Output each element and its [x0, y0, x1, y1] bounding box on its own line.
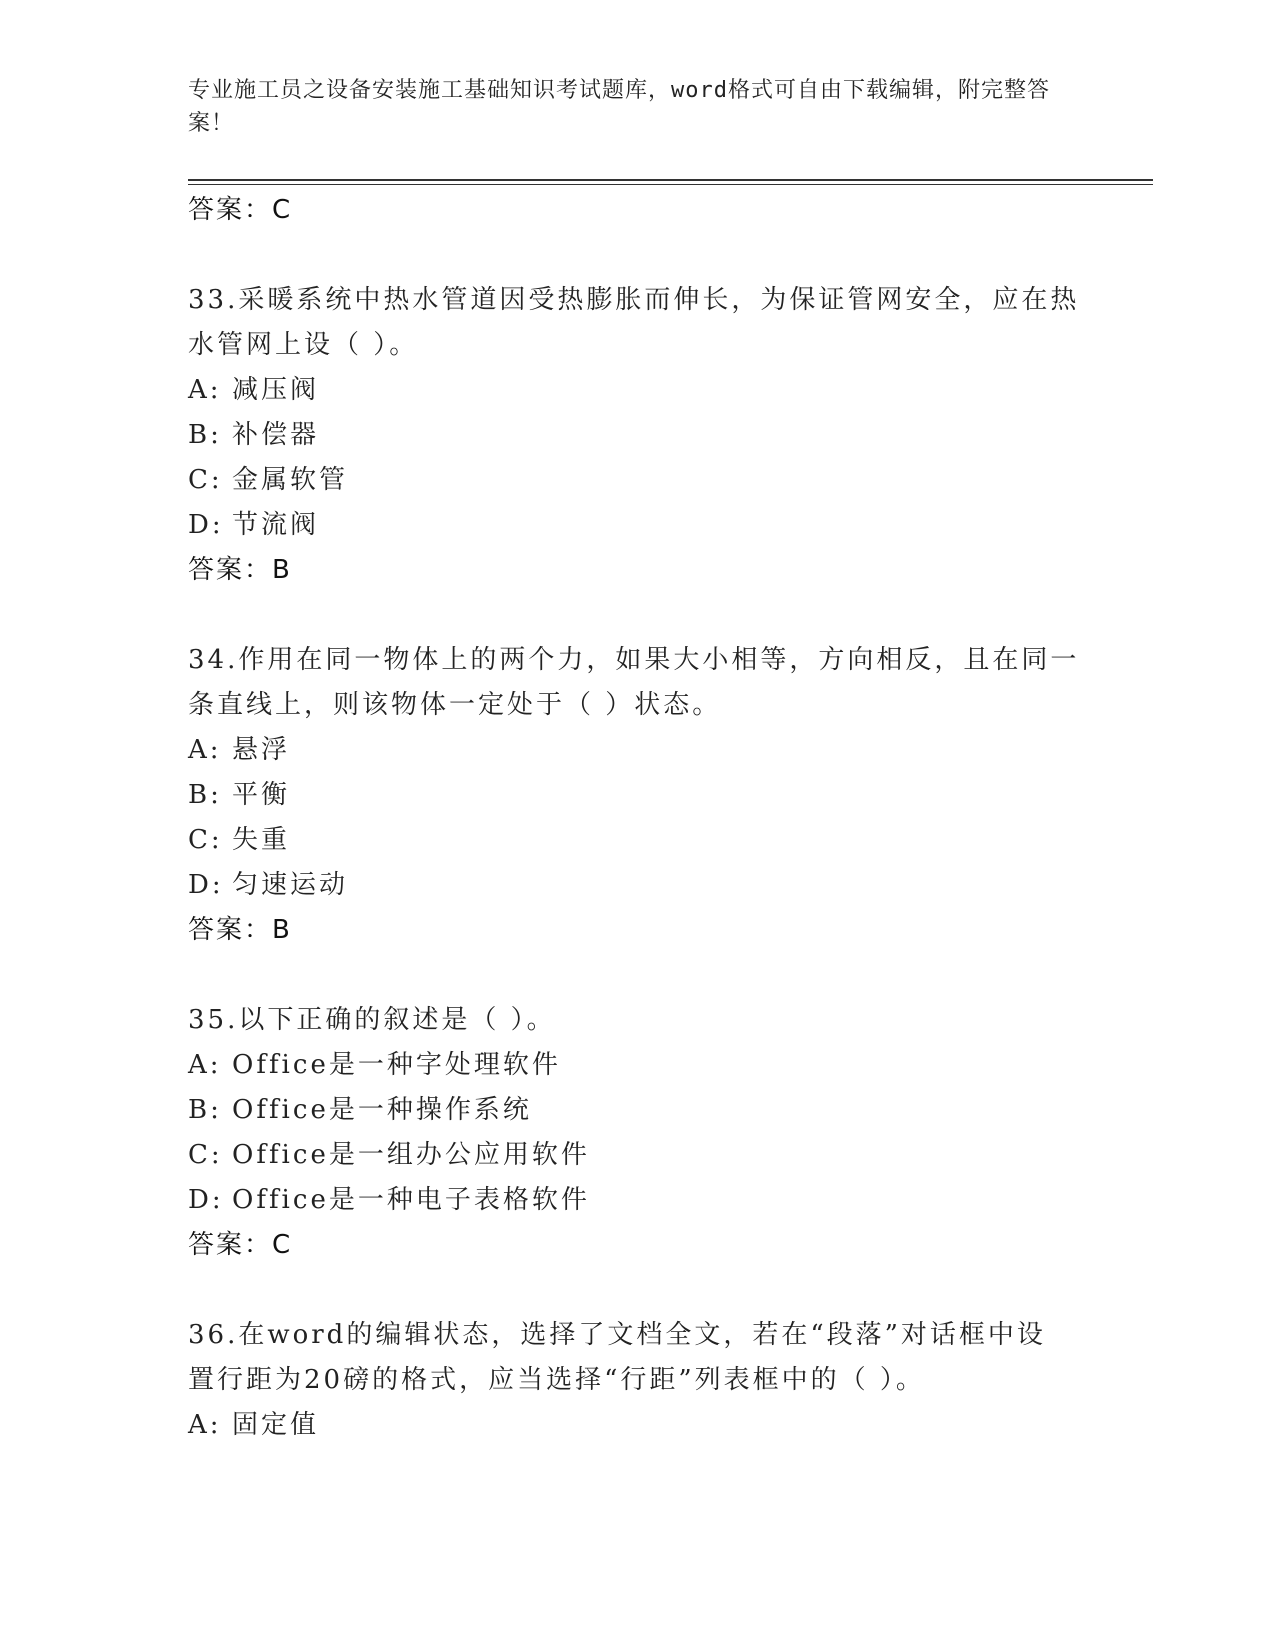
answer-line: 答案：B [188, 555, 292, 585]
option-text: Office是一种字处理软件 [232, 1050, 561, 1080]
option-b [188, 413, 1088, 458]
option-label: D: [188, 870, 224, 900]
option-d [188, 1178, 1088, 1223]
option-label: A: [188, 375, 222, 405]
option-b [188, 773, 1088, 818]
option-label: A: [188, 1410, 222, 1440]
option-label: C: [188, 825, 223, 855]
option-text: 补偿器 [232, 420, 320, 450]
option-b [188, 1088, 1088, 1133]
option-c [188, 458, 1088, 503]
option-label: D: [188, 1185, 224, 1215]
document-body [188, 188, 1088, 1448]
option-label: A: [188, 1050, 222, 1080]
header-divider-thin [188, 184, 1153, 185]
spacer [188, 593, 1088, 638]
question-text-continued: 置行距为20磅的格式，应当选择“行距”列表框中的（ ）。 [188, 1365, 925, 1395]
option-text: 固定值 [232, 1410, 320, 1440]
option-label: D: [188, 510, 224, 540]
option-label: B: [188, 1095, 222, 1125]
option-text: 减压阀 [232, 375, 320, 405]
option-label: A: [188, 735, 222, 765]
question-text: 34.作用在同一物体上的两个力，如果大小相等，方向相反，且在同一 [188, 645, 1080, 675]
spacer [188, 953, 1088, 998]
spacer [188, 1268, 1088, 1313]
header-divider [188, 179, 1153, 181]
question-33 [188, 278, 1088, 593]
option-a [188, 1043, 1088, 1088]
option-d [188, 503, 1088, 548]
option-text: 平衡 [232, 780, 291, 810]
option-a [188, 368, 1088, 413]
option-text: 金属软管 [232, 465, 349, 495]
option-label: C: [188, 1140, 223, 1170]
option-a [188, 1403, 1088, 1448]
question-text: 36.在word的编辑状态，选择了文档全文，若在“段落”对话框中设 [188, 1320, 1046, 1350]
option-label: B: [188, 420, 222, 450]
question-text: 33.采暖系统中热水管道因受热膨胀而伸长，为保证管网安全，应在热 [188, 285, 1080, 315]
spacer [188, 233, 1088, 278]
answer-line: 答案：C [188, 1230, 293, 1260]
option-text: Office是一种电子表格软件 [232, 1185, 590, 1215]
option-text: 悬浮 [232, 735, 291, 765]
answer-line: 答案：C [188, 195, 293, 225]
option-text: Office是一组办公应用软件 [232, 1140, 590, 1170]
option-c [188, 1133, 1088, 1178]
option-text: 匀速运动 [232, 870, 349, 900]
question-34 [188, 638, 1088, 953]
option-text: Office是一种操作系统 [232, 1095, 532, 1125]
option-a [188, 728, 1088, 773]
option-text: 失重 [232, 825, 291, 855]
option-label: C: [188, 465, 223, 495]
question-text-continued: 水管网上设（ ）。 [188, 330, 419, 360]
question-35 [188, 998, 1088, 1268]
question-text: 35.以下正确的叙述是（ ）。 [188, 1005, 556, 1035]
option-label: B: [188, 780, 222, 810]
option-c [188, 818, 1088, 863]
answer-line: 答案：B [188, 915, 292, 945]
option-d [188, 863, 1088, 908]
option-text: 节流阀 [232, 510, 320, 540]
page-header: 专业施工员之设备安装施工基础知识考试题库，word格式可自由下载编辑，附完整答案！ [188, 78, 1050, 136]
question-text-continued: 条直线上，则该物体一定处于（ ）状态。 [188, 690, 722, 720]
question-36 [188, 1313, 1088, 1448]
